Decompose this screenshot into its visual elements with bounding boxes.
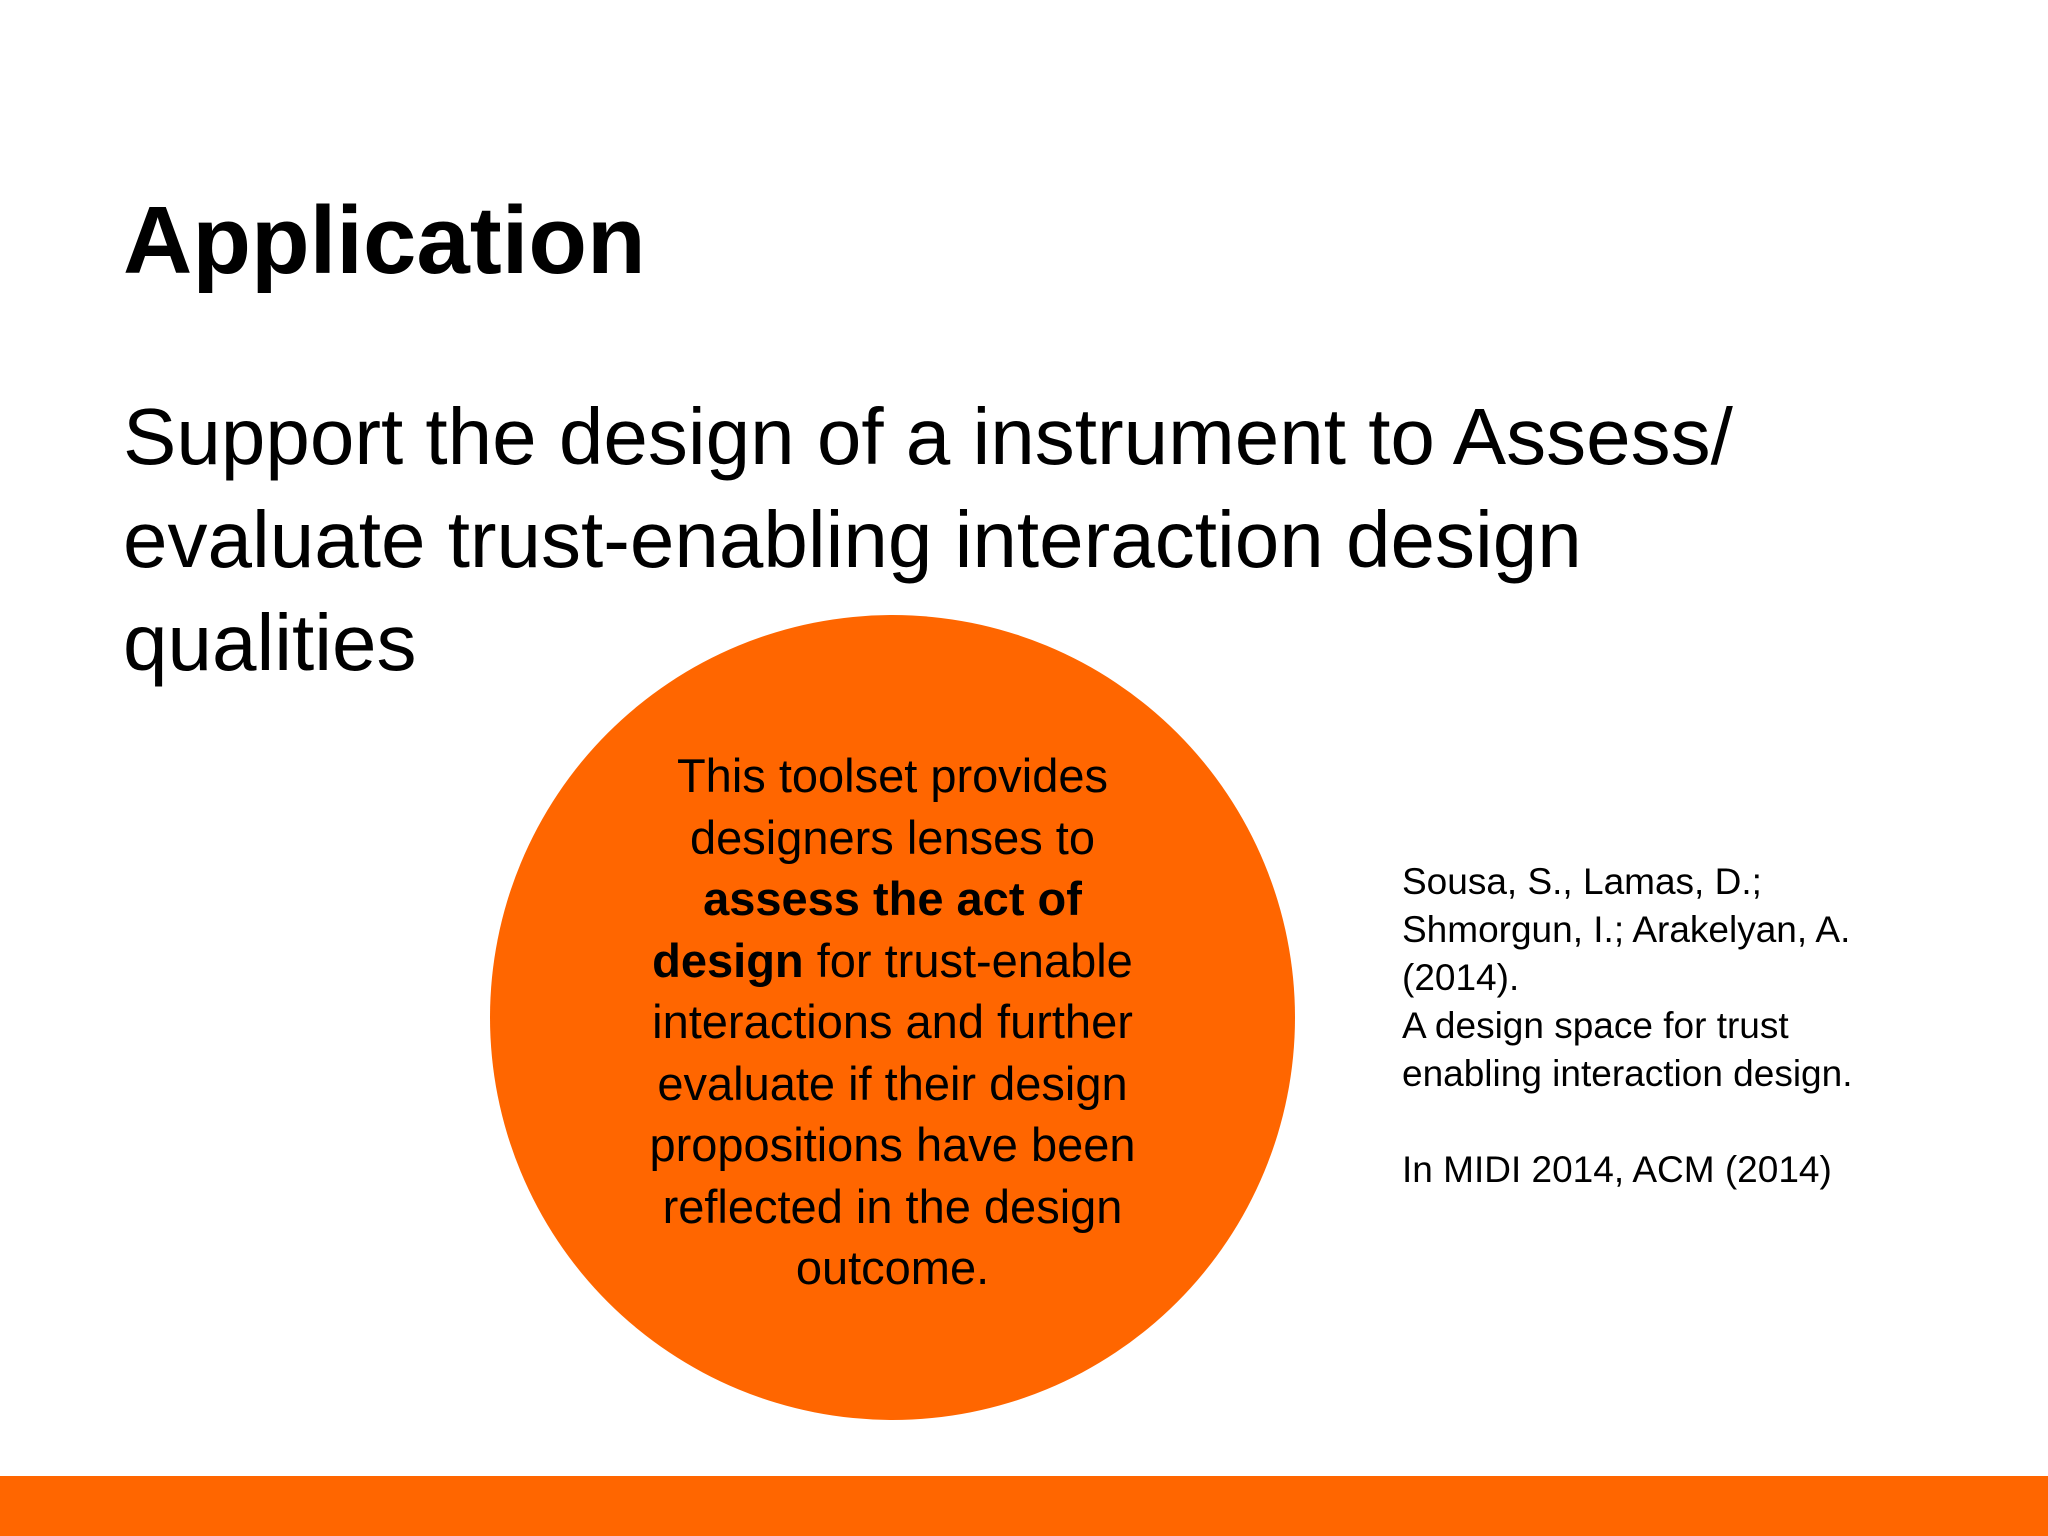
reference-line: In MIDI 2014, ACM (2014) [1402,1149,1832,1190]
circle-text-line: outcome. [795,1241,990,1294]
slide-title: Application [123,187,646,294]
reference-line: (2014). [1402,957,1520,998]
bottom-accent-bar [0,1476,2048,1536]
reference-citation [1402,858,1962,1194]
emphasis-text: assess the act of [703,872,1082,925]
reference-line: A design space for trust [1402,1005,1789,1046]
circle-text-line: interactions and further [652,995,1133,1048]
circle-text-line [600,868,1185,930]
circle-text-line: evaluate if their design [657,1056,1128,1110]
reference-line: enabling interaction design. [1402,1053,1853,1094]
circle-text [600,745,1185,1299]
circle-text-line: propositions have been [649,1118,1136,1171]
reference-line: Shmorgun, I.; Arakelyan, A. [1402,909,1851,950]
reference-spacer [1402,1098,1962,1146]
subtitle-line: qualities [123,598,417,687]
emphasis-text: design [652,933,804,987]
circle-text-line: This toolset provides [676,749,1109,802]
subtitle-line: evaluate trust-enabling interaction design [123,495,1582,584]
circle-text-fragment: for trust-enable [803,933,1133,987]
subtitle-line: Support the design of a instrument to Assess/ [123,392,1733,481]
reference-line: Sousa, S., Lamas, D.; [1402,861,1762,902]
circle-text-line: designers lenses to [690,810,1095,864]
circle-text-line: reflected in the design [662,1179,1123,1233]
circle-text-line [600,930,1185,992]
